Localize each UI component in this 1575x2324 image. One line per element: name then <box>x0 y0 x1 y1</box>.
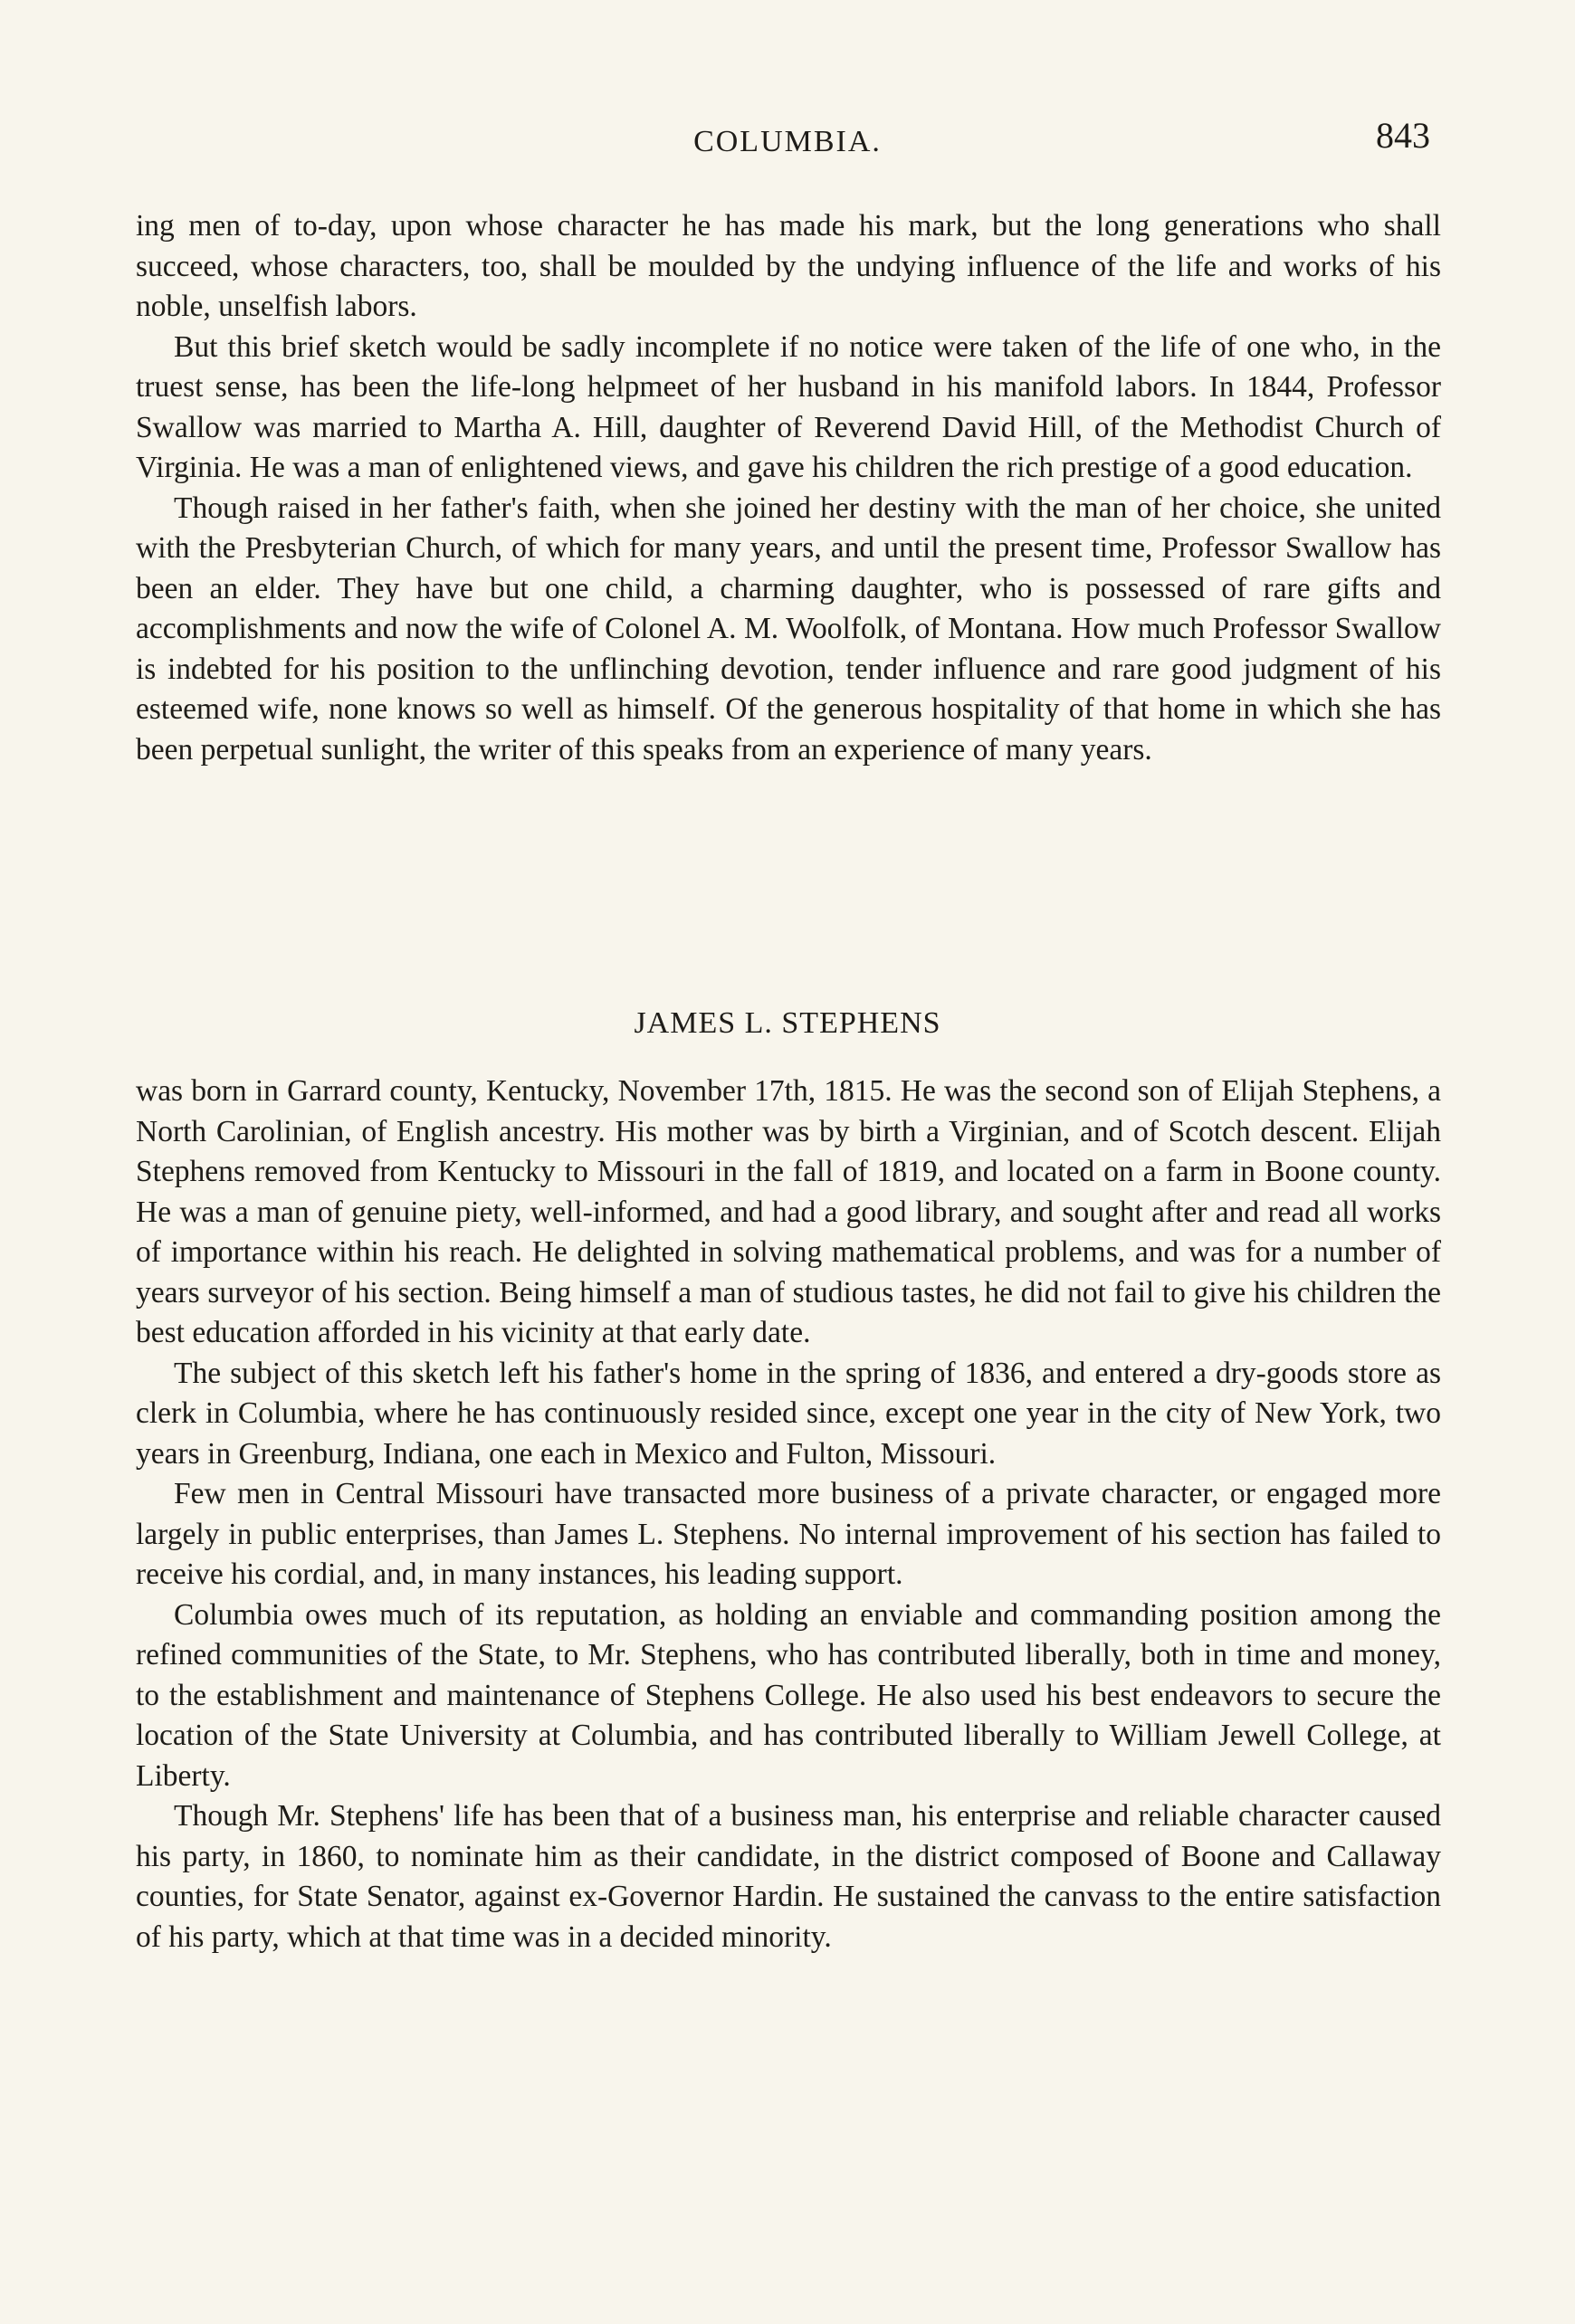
section-james-l-stephens <box>136 1072 1441 1957</box>
section-heading: JAMES L. STEPHENS <box>634 1006 941 1040</box>
page-number: 843 <box>1376 115 1430 156</box>
paragraph: Few men in Central Missouri have transacted more business of a private character, or engaged more largely in public enterprises, than James L. Stephens. No internal improvement of his section has failed to receive his cordial, and, in many instances, his leading support. <box>136 1477 1441 1591</box>
paragraph: Though Mr. Stephens' life has been that of a business man, his enterprise and reliable character caused his party, in 1860, to nominate him as their candidate, in the district composed of Boone and Callaway counties, for State Senator, against ex-Governor Hardin. He sustained the canvass to the entire satisfaction of his party, which at that time was in a decided minority. <box>136 1799 1441 1954</box>
running-title: COLUMBIA. <box>693 125 882 158</box>
paragraph: ing men of to-day, upon whose character he has made his mark, but the long generations who shall succeed, whose characters, too, shall be moulded by the undying influence of the life and works of his noble, unselfish labors. <box>136 209 1441 323</box>
section-swallow-continued <box>136 206 1441 770</box>
paragraph: was born in Garrard county, Kentucky, November 17th, 1815. He was the second son of Elijah Stephens, a North Carolinian, of English ancestry. His mother was by birth a Virginian, and of Scotch descent. Elijah Stephens removed from Kentucky to Missouri in the fall of 1819, and located on a farm in Boone county. He was a man of genuine piety, well-informed, and had a good library, and sought after and read all works of importance within his reach. He delighted in solving mathematical problems, and was for a number of years surveyor of his section. Being himself a man of studious tastes, he did not fail to give his children the best education afforded in his vicinity at that early date. <box>136 1074 1441 1349</box>
paragraph: Though raised in her father's faith, when she joined her destiny with the man of her choice, she united with the Presbyterian Church, of which for many years, and until the present time, Professor Swallow has been an elder. They have but one child, a charming daughter, who is possessed of rare gifts and accomplishments and now the wife of Colonel A. M. Woolfolk, of Montana. How much Professor Swallow is indebted for his position to the unflinching devotion, tender influence and rare good judgment of his esteemed wife, none knows so well as himself. Of the generous hospitality of that home in which she has been perpetual sunlight, the writer of this speaks from an experience of many years. <box>136 491 1441 767</box>
paragraph: The subject of this sketch left his father's home in the spring of 1836, and entered a dry-goods store as clerk in Columbia, where he has continuously resided since, except one year in the city of New York, two years in Greenburg, Indiana, one each in Mexico and Fulton, Missouri. <box>136 1356 1441 1471</box>
paragraph: But this brief sketch would be sadly incomplete if no notice were taken of the life of one who, in the truest sense, has been the life-long helpmeet of her husband in his manifold labors. In 1844, Professor Swallow was married to Martha A. Hill, daughter of Reverend David Hill, of the Methodist Church of Virginia. He was a man of enlightened views, and gave his children the rich prestige of a good education. <box>136 329 1441 484</box>
paragraph: Columbia owes much of its reputation, as holding an enviable and commanding position among the refined communities of the State, to Mr. Stephens, who has contributed liberally, both in time and money, to the establishment and maintenance of Stephens College. He also used his best endeavors to secure the location of the State University at Columbia, and has contributed liberally to William Jewell College, at Liberty. <box>136 1597 1441 1793</box>
